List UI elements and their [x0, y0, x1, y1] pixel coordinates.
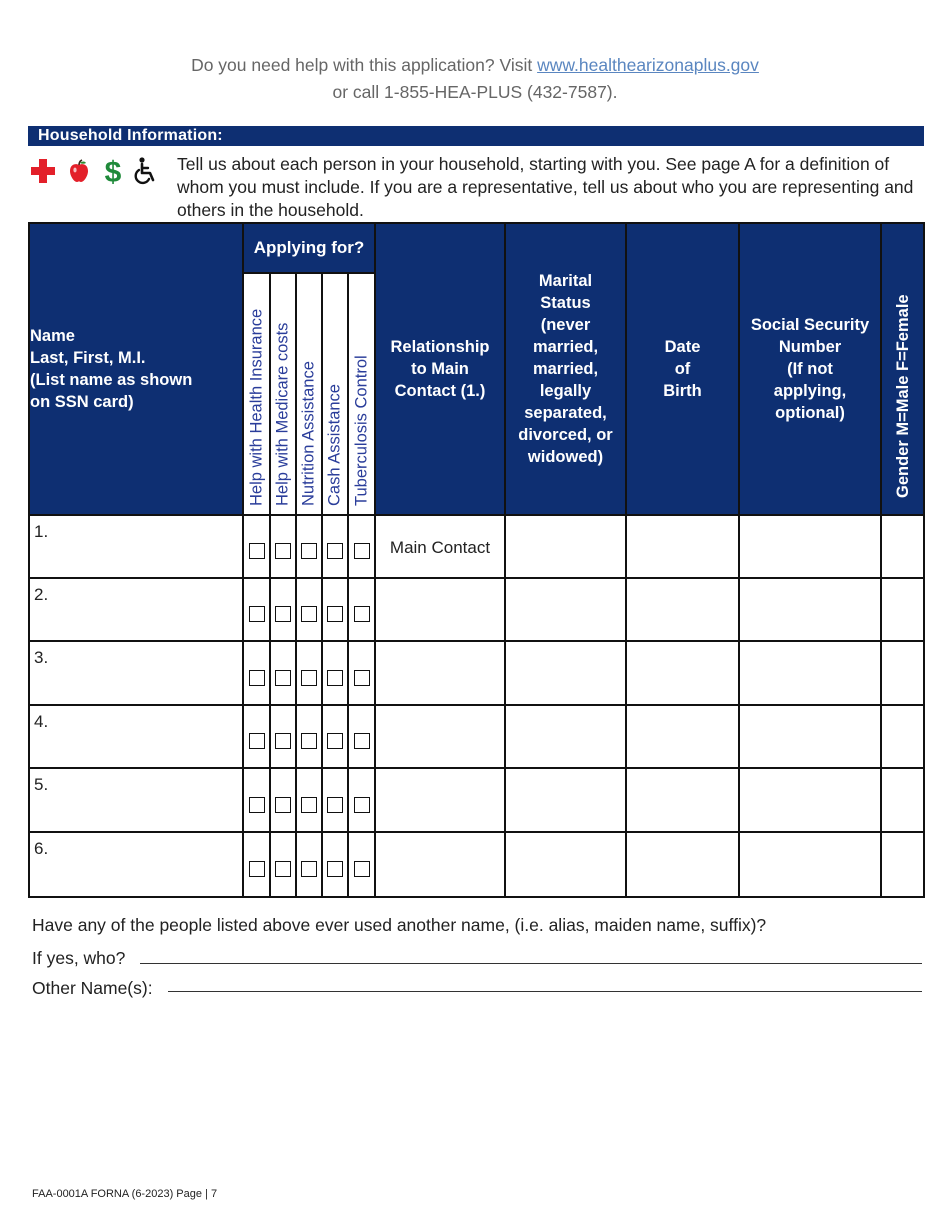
program-checkbox-cell — [322, 515, 348, 578]
program-checkbox-cell — [348, 641, 375, 705]
marital-header-line: married, — [532, 360, 599, 378]
relationship-cell[interactable] — [375, 705, 505, 768]
medical-cross-icon — [30, 158, 56, 189]
ssn-cell[interactable] — [739, 641, 881, 705]
gender-header-text: Gender M=Male F=Female — [893, 294, 912, 498]
program-checkbox[interactable] — [301, 606, 317, 622]
program-checkbox-cell — [348, 578, 375, 641]
marital-header-line: divorced, or — [518, 426, 613, 444]
program-checkbox[interactable] — [275, 670, 291, 686]
dob-cell[interactable] — [626, 768, 739, 832]
person-name-cell[interactable] — [29, 832, 243, 897]
ssn-cell[interactable] — [739, 768, 881, 832]
program-checkbox[interactable] — [327, 797, 343, 813]
section-title: Household Information: — [28, 126, 924, 146]
program-checkbox-cell — [270, 578, 296, 641]
program-checkbox[interactable] — [354, 606, 370, 622]
marital-status-cell[interactable] — [505, 768, 626, 832]
marital-header-line: Status — [540, 294, 591, 312]
table-row — [29, 578, 924, 641]
name-header-line: Last, First, M.I. — [30, 349, 146, 367]
program-label: Help with Medicare costs — [273, 322, 292, 506]
name-header-line: on SSN card) — [30, 393, 134, 411]
ssn-header-line: optional) — [775, 404, 845, 422]
gender-header — [881, 223, 924, 515]
gender-cell[interactable] — [881, 768, 924, 832]
program-label: Cash Assistance — [325, 384, 344, 506]
relationship-cell[interactable] — [375, 641, 505, 705]
program-cash-header — [322, 273, 348, 515]
dob-cell[interactable] — [626, 641, 739, 705]
program-checkbox-cell — [270, 641, 296, 705]
gender-cell[interactable] — [881, 578, 924, 641]
program-label: Help with Health Insurance — [247, 308, 265, 506]
marital-status-header — [505, 223, 626, 515]
relationship-value: Main Contact — [389, 538, 491, 557]
program-checkbox[interactable] — [275, 606, 291, 622]
name-header-line: (List name as shown — [30, 371, 193, 389]
program-checkbox-cell — [296, 578, 322, 641]
program-checkbox-cell — [322, 832, 348, 897]
ssn-header-line: applying, — [773, 382, 847, 400]
program-checkbox[interactable] — [301, 733, 317, 749]
ssn-header-line: (If not — [787, 360, 833, 378]
table-row — [29, 705, 924, 768]
dob-cell[interactable] — [626, 578, 739, 641]
program-checkbox-cell — [296, 705, 322, 768]
program-checkbox-cell — [296, 515, 322, 578]
program-checkbox[interactable] — [275, 543, 291, 559]
row-number: 6. — [34, 839, 49, 858]
program-checkbox-cell — [348, 768, 375, 832]
program-label: Nutrition Assistance — [299, 361, 318, 506]
marital-header-line: married, — [532, 338, 599, 356]
person-name-cell[interactable] — [29, 705, 243, 768]
relationship-cell[interactable] — [375, 515, 505, 578]
dob-cell[interactable] — [626, 515, 739, 578]
program-checkbox-cell — [322, 768, 348, 832]
program-checkbox[interactable] — [354, 543, 370, 559]
dob-header-line: of — [674, 360, 691, 378]
relationship-header-line: Contact (1.) — [394, 382, 486, 400]
program-icons — [30, 156, 170, 190]
gender-cell[interactable] — [881, 705, 924, 768]
marital-header-line: (never — [540, 316, 591, 334]
program-checkbox[interactable] — [249, 670, 265, 686]
program-checkbox-cell — [243, 578, 270, 641]
marital-status-cell[interactable] — [505, 578, 626, 641]
program-checkbox[interactable] — [275, 861, 291, 877]
program-checkbox[interactable] — [301, 670, 317, 686]
program-checkbox-cell — [243, 515, 270, 578]
program-checkbox[interactable] — [354, 861, 370, 877]
ssn-cell[interactable] — [739, 705, 881, 768]
program-checkbox-cell — [348, 705, 375, 768]
if-yes-input-line[interactable] — [140, 963, 922, 964]
relationship-cell[interactable] — [375, 578, 505, 641]
program-checkbox[interactable] — [249, 543, 265, 559]
help-text: Do you need help with this application? Visit — [191, 55, 538, 75]
table-row — [29, 768, 924, 832]
name-header-line: Name — [30, 327, 75, 345]
website-link[interactable]: www.healthearizonaplus.gov — [537, 55, 759, 75]
wheelchair-icon — [134, 157, 160, 190]
relationship-cell[interactable] — [375, 832, 505, 897]
program-medicare-header — [270, 273, 296, 515]
program-checkbox[interactable] — [354, 733, 370, 749]
dollar-icon — [102, 156, 124, 191]
marital-status-cell[interactable] — [505, 705, 626, 768]
svg-text:$: $ — [104, 155, 122, 186]
program-checkbox-cell — [243, 768, 270, 832]
program-checkbox[interactable] — [327, 670, 343, 686]
program-checkbox-cell — [348, 515, 375, 578]
household-table — [28, 222, 925, 898]
marital-status-cell[interactable] — [505, 641, 626, 705]
other-names-label: Other Name(s): — [32, 978, 153, 998]
program-checkbox[interactable] — [354, 797, 370, 813]
program-checkbox[interactable] — [301, 797, 317, 813]
marital-status-cell[interactable] — [505, 515, 626, 578]
program-checkbox[interactable] — [327, 733, 343, 749]
program-checkbox-cell — [270, 705, 296, 768]
program-checkbox-cell — [348, 832, 375, 897]
program-checkbox-cell — [243, 832, 270, 897]
program-checkbox-cell — [243, 641, 270, 705]
program-checkbox[interactable] — [327, 606, 343, 622]
program-checkbox[interactable] — [327, 543, 343, 559]
table-row — [29, 832, 924, 897]
row-number: 5. — [34, 775, 49, 794]
marital-header-line: widowed) — [527, 448, 604, 466]
alias-question: Have any of the people listed above ever used another name, (i.e. alias, maiden name, suffix)? — [32, 915, 767, 935]
dob-cell[interactable] — [626, 705, 739, 768]
program-tuberculosis-header — [348, 273, 375, 515]
relationship-header-line: Relationship — [390, 338, 490, 356]
program-checkbox[interactable] — [249, 797, 265, 813]
program-checkbox[interactable] — [301, 543, 317, 559]
row-number: 4. — [34, 712, 49, 731]
program-checkbox-cell — [322, 641, 348, 705]
program-checkbox-cell — [296, 641, 322, 705]
person-name-cell[interactable] — [29, 641, 243, 705]
gender-cell[interactable] — [881, 832, 924, 897]
relationship-cell[interactable] — [375, 768, 505, 832]
relationship-header — [375, 223, 505, 515]
ssn-header-line: Number — [778, 338, 842, 356]
applying-for-header: Applying for? — [243, 223, 375, 273]
marital-header-line: legally — [539, 382, 592, 400]
help-line-2: or call 1-855-HEA-PLUS (432-7587). — [332, 82, 618, 102]
marital-header-line: separated, — [524, 404, 607, 422]
program-checkbox[interactable] — [354, 670, 370, 686]
program-checkbox[interactable] — [327, 861, 343, 877]
ssn-header — [739, 223, 881, 515]
if-yes-label: If yes, who? — [32, 948, 126, 968]
ssn-cell[interactable] — [739, 832, 881, 897]
program-checkbox[interactable] — [249, 606, 265, 622]
relationship-header-line: to Main — [411, 360, 469, 378]
marital-header-line: Marital — [538, 272, 593, 290]
name-header — [29, 223, 243, 515]
program-checkbox-cell — [296, 832, 322, 897]
person-name-cell[interactable] — [29, 578, 243, 641]
gender-cell[interactable] — [881, 515, 924, 578]
apple-icon — [66, 158, 92, 189]
program-checkbox-cell — [296, 768, 322, 832]
intro-text: Tell us about each person in your household, starting with you. See page A for a definition of whom you must include. If you are a representative, tell us about who you are representing and others in the household. — [177, 154, 914, 220]
dob-header — [626, 223, 739, 515]
program-checkbox[interactable] — [249, 861, 265, 877]
help-line-1 — [0, 53, 950, 77]
row-number: 1. — [34, 522, 49, 541]
program-health-insurance-header — [243, 273, 270, 515]
ssn-cell[interactable] — [739, 515, 881, 578]
program-checkbox-cell — [322, 705, 348, 768]
person-name-cell[interactable] — [29, 515, 243, 578]
dob-header-line: Date — [664, 338, 701, 356]
form-footer: FAA-0001A FORNA (6-2023) Page | 7 — [32, 1188, 218, 1200]
person-name-cell[interactable] — [29, 768, 243, 832]
dob-header-line: Birth — [663, 382, 702, 400]
program-nutrition-header — [296, 273, 322, 515]
table-row — [29, 515, 924, 578]
program-checkbox-cell — [322, 578, 348, 641]
gender-cell[interactable] — [881, 641, 924, 705]
row-number: 2. — [34, 585, 49, 604]
program-checkbox[interactable] — [301, 861, 317, 877]
program-checkbox[interactable] — [249, 733, 265, 749]
ssn-header-line: Social Security — [750, 316, 870, 334]
row-number: 3. — [34, 648, 49, 667]
ssn-cell[interactable] — [739, 578, 881, 641]
program-checkbox-cell — [270, 515, 296, 578]
dob-cell[interactable] — [626, 832, 739, 897]
program-label: Tuberculosis Control — [352, 355, 370, 506]
table-row — [29, 641, 924, 705]
program-checkbox-cell — [270, 832, 296, 897]
program-checkbox-cell — [243, 705, 270, 768]
other-names-input-line[interactable] — [168, 991, 922, 992]
program-checkbox[interactable] — [275, 733, 291, 749]
marital-status-cell[interactable] — [505, 832, 626, 897]
program-checkbox[interactable] — [275, 797, 291, 813]
program-checkbox-cell — [270, 768, 296, 832]
